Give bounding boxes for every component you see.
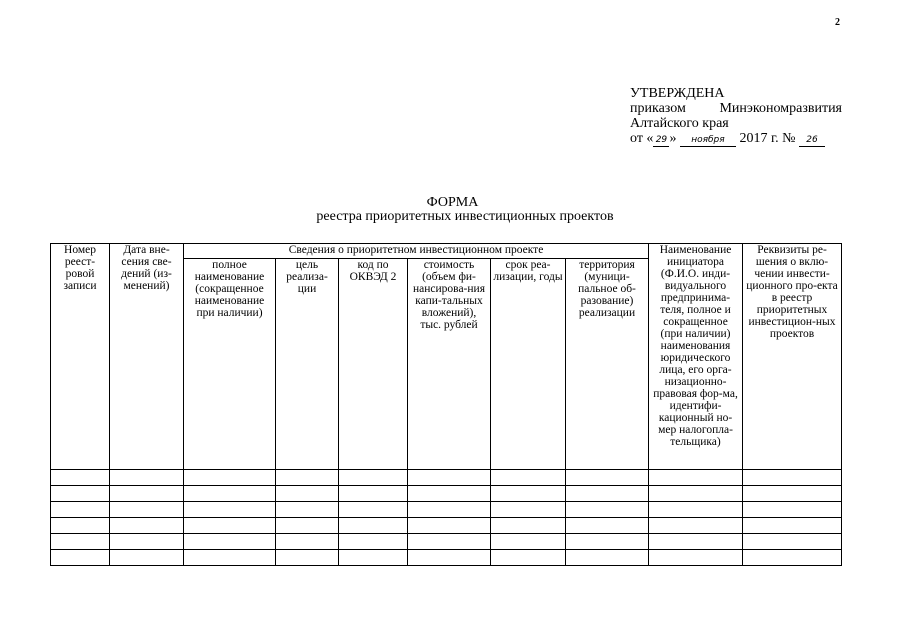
col-header-okved: код по ОКВЭД 2	[339, 259, 408, 470]
approval-day-close: »	[669, 131, 677, 146]
table-row	[51, 534, 842, 550]
approval-date-line	[630, 131, 842, 147]
table-header-row	[51, 244, 842, 259]
form-title: ФОРМА	[426, 195, 479, 210]
page-number: 2	[835, 17, 840, 28]
approval-day: 29	[653, 135, 669, 147]
approval-month: ноября	[680, 135, 736, 147]
table-row	[51, 550, 842, 566]
approval-ministry: Минэкономразвития	[719, 101, 842, 116]
table-row	[51, 518, 842, 534]
col-header-initiator: Наименование инициатора (Ф.И.О. инди-видуального предпринима-теля, полное и сокращенное (при наличии) наименования юридического лица, его орга-низационно-правовая фор-ма, идентифи-кационный но-мер налогопла-тельщика)	[649, 244, 743, 470]
approval-order-word: приказом	[630, 101, 686, 116]
approval-stamp	[630, 86, 842, 147]
table-row	[51, 470, 842, 486]
approval-year: 2017 г. №	[739, 131, 796, 146]
approval-region: Алтайского края	[630, 116, 729, 131]
approval-number: 26	[799, 135, 825, 147]
table-row	[51, 486, 842, 502]
col-header-goal: цель реализа-ции	[276, 259, 339, 470]
approval-order-line	[630, 101, 842, 116]
registry-table	[50, 243, 842, 566]
col-header-territory: территория (муници-пальное об-разование) реализации	[566, 259, 649, 470]
form-subtitle: реестра приоритетных инвестиционных проектов	[316, 209, 614, 224]
table-row	[51, 502, 842, 518]
approval-title: УТВЕРЖДЕНА	[630, 86, 725, 101]
col-header-decision: Реквизиты ре-шения о вклю-чении инвести-ционного про-екта в реестр приоритетных инвестицион-ных проектов	[743, 244, 842, 470]
col-header-date: Дата вне-сения све-дений (из-менений)	[110, 244, 184, 470]
col-header-number: Номер реест-ровой записи	[51, 244, 110, 470]
col-header-project-name: полное наименование (сокращенное наименование при наличии)	[184, 259, 276, 470]
approval-from-prefix: от «	[630, 131, 654, 146]
col-header-term: срок реа-лизации, годы	[491, 259, 566, 470]
col-header-cost: стоимость (объем фи-нансирова-ния капи-тальных вложений), тыс. рублей	[408, 259, 491, 470]
col-header-project-info: Сведения о приоритетном инвестиционном проекте	[184, 244, 649, 259]
